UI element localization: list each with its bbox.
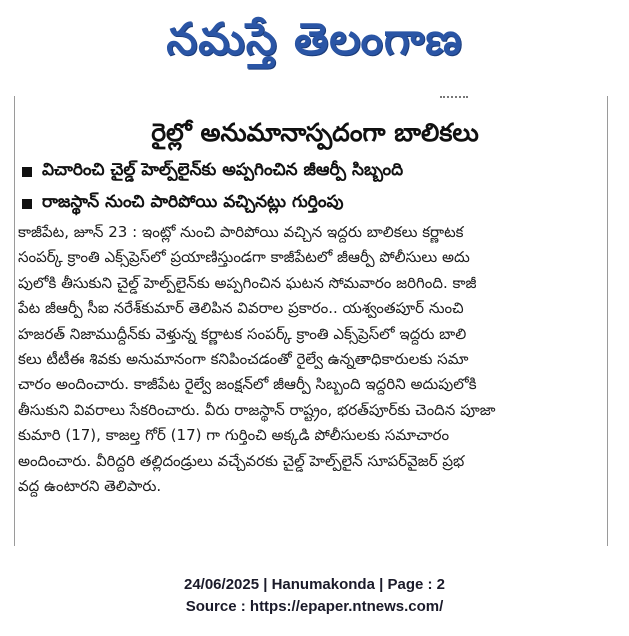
body-line: తీసుకుని వివరాలు సేకరించారు. వీరు రాజస్థాన్ రాష్ట్రం, భరత్‌పూర్‌కు చెందిన పూజా: [18, 400, 496, 419]
article-body: [18, 220, 608, 499]
source-footer: [0, 574, 629, 618]
edition-info: 24/06/2025 | Hanumakonda | Page : 2: [183, 576, 445, 593]
bullet-square-icon: [22, 199, 32, 209]
body-line: అందించారు. వీరిద్దరి తల్లిదండ్రులు వచ్చేవరకు చైల్డ్ హెల్ప్‌లైన్ సూపర్‌వైజర్ ప్రభ: [18, 451, 465, 470]
newspaper-masthead: [0, 0, 629, 90]
source-link[interactable]: Source : https://epaper.ntnews.com/: [185, 598, 444, 615]
body-line: హజరత్ నిజాముద్దీన్‌కు వెళ్తున్న కర్ణాటక సంపర్క్ క్రాంతి ఎక్స్‌ప్రెస్‌లో ఇద్దరు బాలి: [18, 324, 467, 343]
body-line: పేట జీఆర్పీ సీఐ నరేశ్‌కుమార్ తెలిపిన వివరాల ప్రకారం.. యశ్వంతపూర్ నుంచి: [18, 299, 464, 318]
subheading-bullet: [22, 160, 403, 184]
subheading-text: విచారించి చైల్డ్ హెల్ప్‌లైన్‌కు అప్పగించిన జీఆర్పీ సిబ్బంది: [42, 160, 404, 180]
body-line: కాజీపేట, జూన్ 23 : ఇంట్లో నుంచి పారిపోయి వచ్చిన ఇద్దరు బాలికలు కర్ణాటక: [18, 223, 464, 241]
subheading-bullet: [22, 192, 343, 216]
bullet-square-icon: [22, 167, 32, 177]
article-headline: రైల్లో అనుమానాస్పదంగా బాలికలు: [151, 118, 479, 147]
body-line: కుమారి (17), కాజల్త గోర్ (17) గా గుర్తించి అక్కడి పోలీసులకు సమాచారం: [18, 426, 450, 445]
subheading-text: రాజస్థాన్ నుంచి పారిపోయి వచ్చినట్లు గుర్తింపు: [42, 192, 344, 212]
body-line: కలు టీటీఈ శివకు అనుమానంగా కనిపించడంతో రైల్వే ఉన్నతాధికారులకు సమా: [18, 350, 469, 369]
clipping-edge-mark: [440, 96, 468, 104]
body-line: సంపర్క్ క్రాంతి ఎక్స్‌ప్రెస్‌లో ప్రయాణిస్తుండగా కాజీపేటలో జీఆర్పీ పోలీసులు అదు: [18, 248, 470, 267]
body-line: పులోకి తీసుకుని చైల్డ్ హెల్ప్‌లైన్‌కు అప్పగించిన ఘటన సోమవారం జరిగింది. కాజీ: [18, 273, 477, 292]
body-line: వద్ద ఉంటారని తెలిపారు.: [18, 477, 162, 496]
masthead-title: నమస్తే తెలంగాణ: [166, 14, 463, 65]
body-line: చారం అందించారు. కాజీపేట రైల్వే జంక్షన్‌లో జీఆర్పీ సిబ్బంది ఇద్దరిని అదుపులోకి: [18, 375, 477, 394]
left-column-rule: [14, 96, 15, 546]
